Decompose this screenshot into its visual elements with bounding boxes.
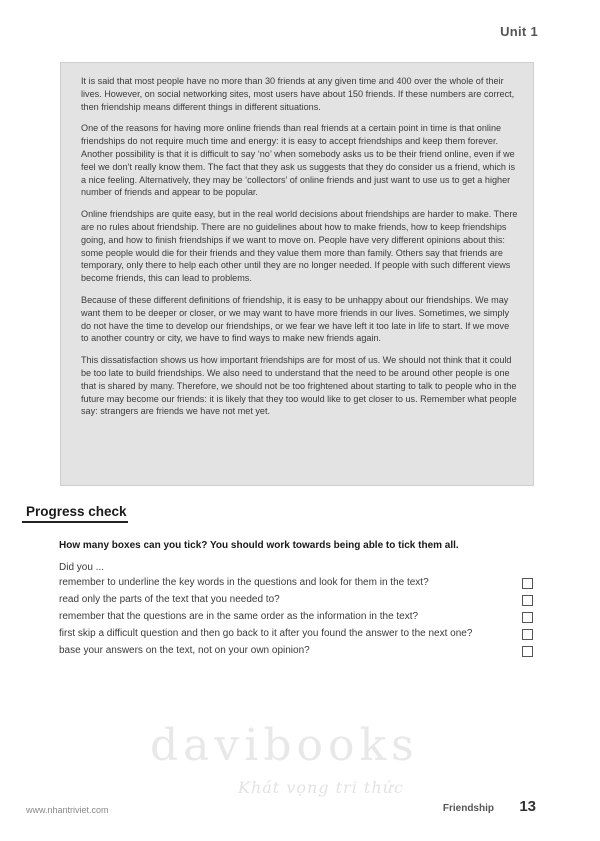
reading-paragraph: Because of these different definitions of friendship, it is easy to be unhappy about our friendships. We may want them to be deeper or closer, or we may want to have more friends in our lives. Sometimes, we simply do not have the time to develop our friendships, or we fear we have left it too late in life to start. If we move to another country or city, we have to find ways to make new friends again. [81, 294, 510, 344]
footer-title: Friendship [442, 803, 494, 814]
tick-box[interactable] [522, 612, 533, 623]
unit-label: Unit 1 [500, 24, 538, 39]
watermark-brand: davibooks [150, 720, 419, 771]
checklist-item [59, 576, 539, 589]
checklist-item [59, 593, 539, 606]
footer-url: www.nhantriviet.com [26, 805, 109, 815]
tick-box[interactable] [522, 578, 533, 589]
progress-check-title: Progress check [26, 504, 127, 519]
checklist-item-text: remember to underline the key words in the questions and look for them in the text? [59, 577, 429, 588]
checklist-item-text: remember that the questions are in the same order as the information in the text? [59, 611, 419, 622]
checklist-item-text: first skip a difficult question and then go back to it after you found the answer to the next one? [59, 628, 473, 639]
page-number: 13 [519, 798, 536, 815]
reading-paragraph: This dissatisfaction shows us how important friendships are for most of us. We should not think that it could be too late to build friendships. We also need to understand that the need to be around other people is one that is shared by many. Therefore, we should not be too frightened about starting to talk to people who in the future may become our friends: it is likely that they too would like to get closer to us. Remember what people say: strangers are friends we have not met yet. [81, 355, 517, 417]
checklist-item-text: base your answers on the text, not on your own opinion? [59, 645, 310, 656]
checklist-item [59, 627, 539, 640]
progress-question: How many boxes can you tick? You should work towards being able to tick them all. [59, 540, 459, 551]
reading-paragraph: It is said that most people have no more than 30 friends at any given time and 400 over the whole of their lives. However, on social networking sites, most users have about 150 friends. If these numbers are correct, then friendship means different things in different situations. [81, 76, 515, 112]
tick-box[interactable] [522, 646, 533, 657]
reading-paragraph: One of the reasons for having more online friends than real friends at a certain point in time is that online friendships do not require much time and energy: it is easy to accept friendships and keep them forever. Another possibility is that it is difficult to say ‘no’ when somebody asks us to be their friend online, even if we feel we don’t really know them. The fact that they ask us suggests that they do consider us a friend, which is a nice feeling. Alternatively, they may be ‘collectors’ of online friends and just want to use us to get a higher number of friends and appear to be popular. [81, 123, 516, 198]
watermark-slogan: Khát vọng tri thức [238, 778, 404, 797]
title-underline [22, 521, 128, 523]
tick-box[interactable] [522, 595, 533, 606]
reading-text-box [60, 62, 534, 486]
checklist-item [59, 644, 539, 657]
tick-box[interactable] [522, 629, 533, 640]
checklist [59, 576, 539, 661]
checklist-item [59, 610, 539, 623]
reading-paragraph: Online friendships are quite easy, but in the real world decisions about friendships are harder to make. There are no rules about friendship. There are no guidelines about how to make friends, how to keep friendships going, and how to finish friendships if we want to move on. People have very different opinions about this: some people would die for their friends and they value them more than family. Others say that friends are temporary, only there to help each other until they are no longer needed. If people with such different views become friends, this can lead to problems. [81, 209, 518, 284]
checklist-item-text: read only the parts of the text that you needed to? [59, 594, 280, 605]
progress-intro: Did you ... [59, 562, 105, 573]
